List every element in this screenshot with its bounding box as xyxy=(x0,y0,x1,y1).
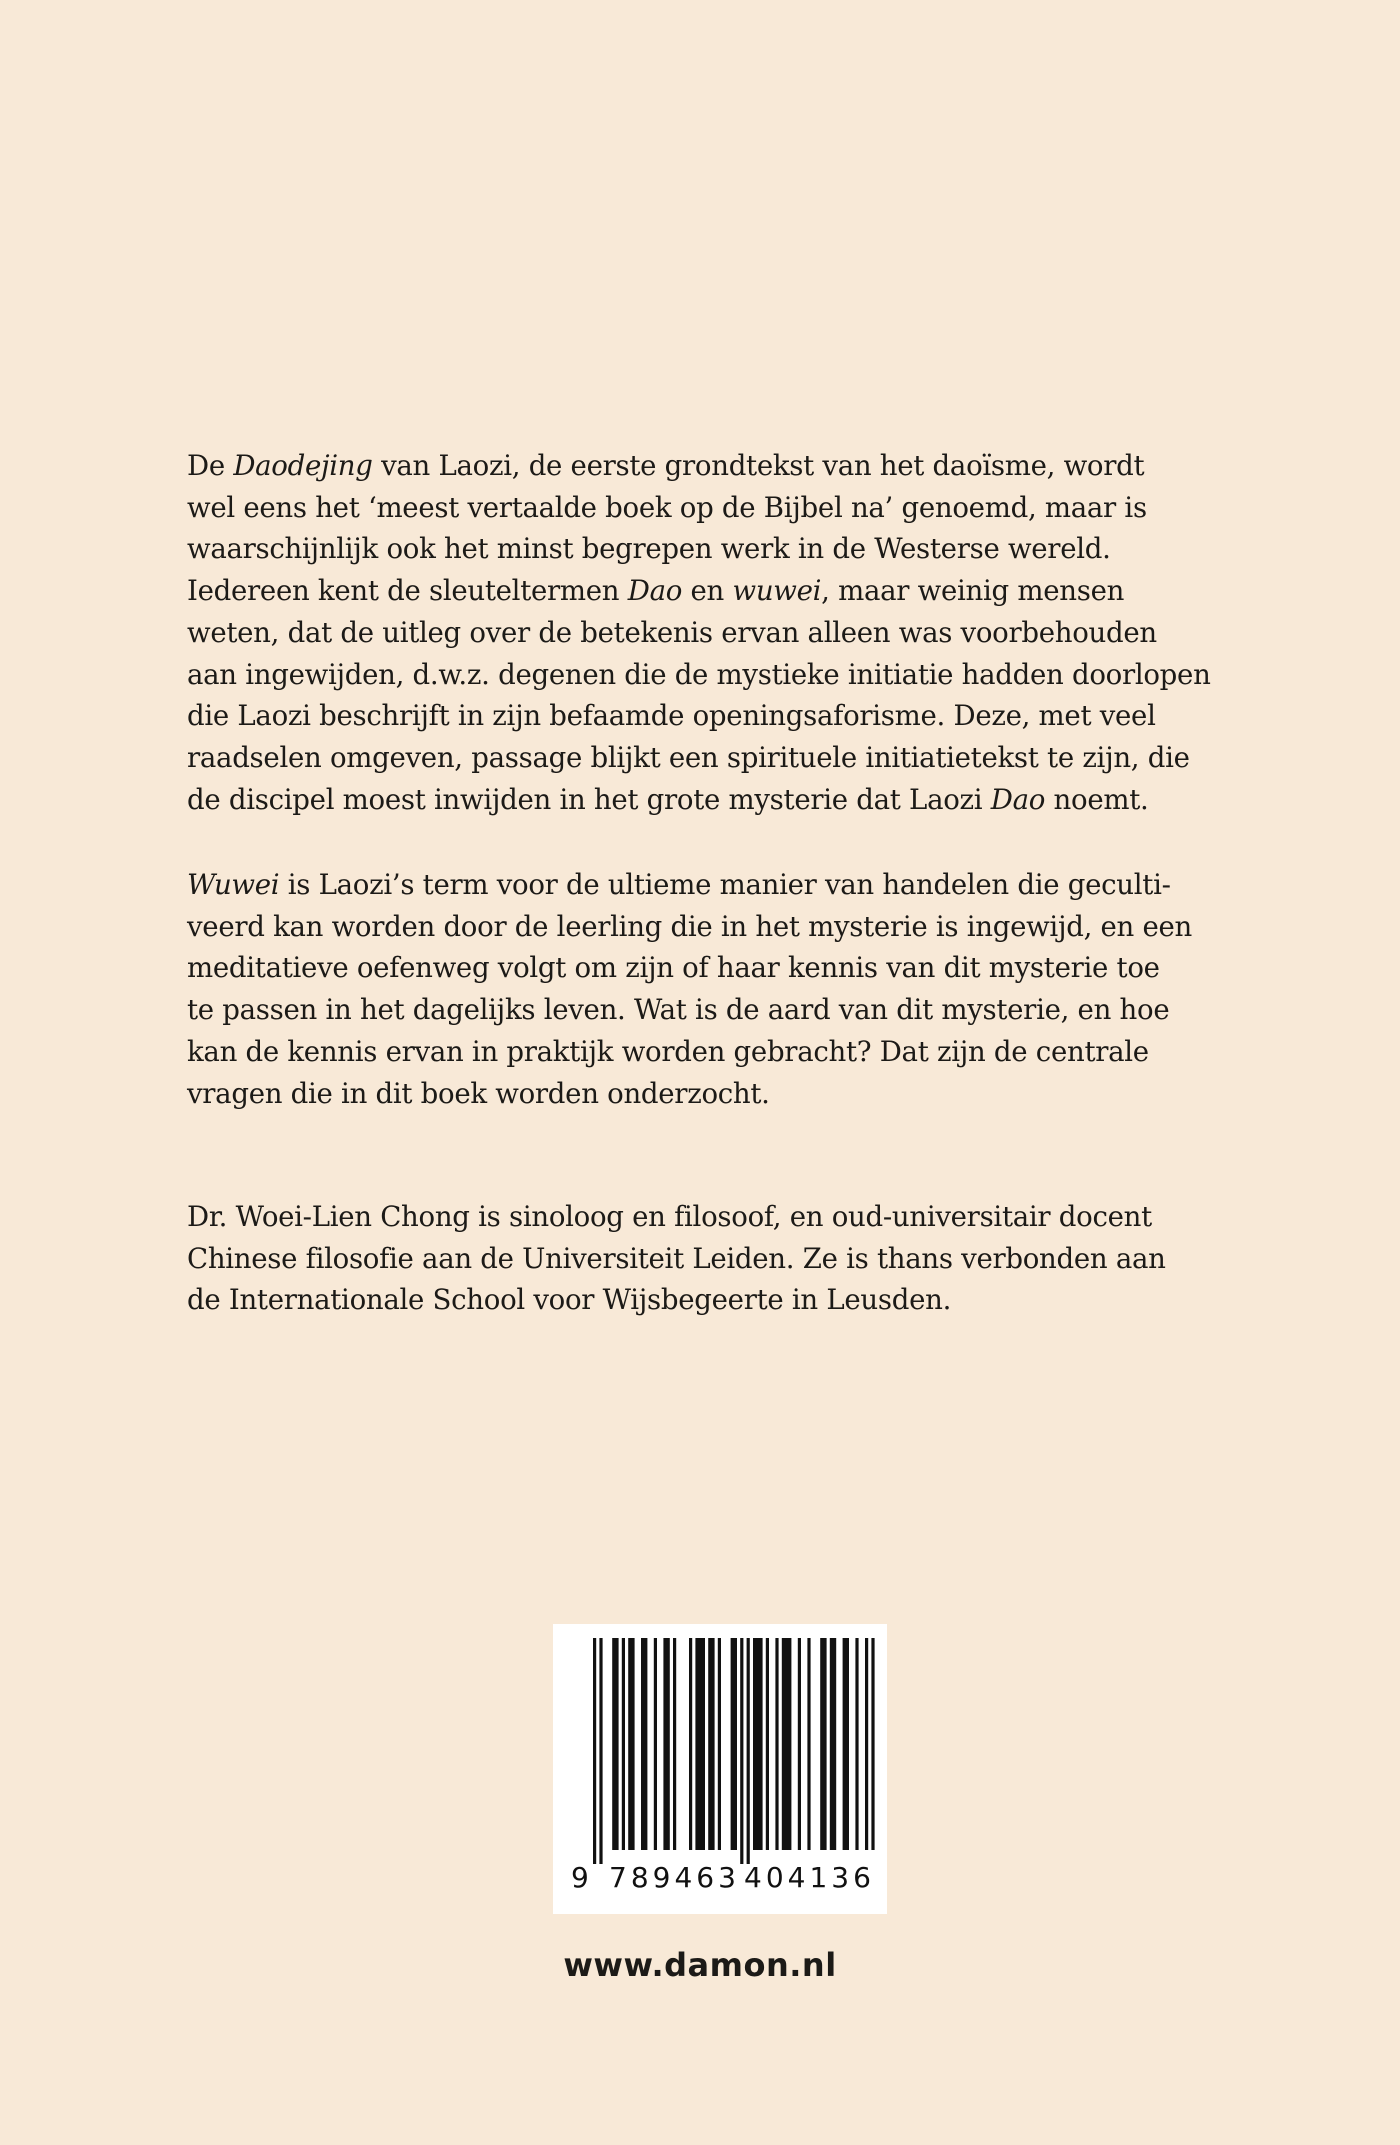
barcode-bar xyxy=(865,1638,868,1850)
barcode-bar xyxy=(641,1638,647,1850)
text-line: waarschijnlijk ook het minst begrepen werk in de Westerse wereld. xyxy=(187,532,1111,566)
text-line: De Daodejing van Laozi, de eerste grondtekst van het daoïsme, wordt xyxy=(187,449,1145,482)
text-line: aan ingewijden, d.w.z. degenen die de mystieke initiatie hadden doorlopen xyxy=(187,657,1211,691)
text-line: te passen in het dagelijks leven. Wat is de aard van dit mysterie, en hoe xyxy=(187,993,1170,1027)
italic-term: Wuwei xyxy=(187,868,280,901)
text-line: de discipel moest inwijden in het grote mysterie dat Laozi Dao noemt. xyxy=(187,782,1149,816)
italic-term: wuwei xyxy=(732,574,822,608)
barcode-bar xyxy=(599,1638,602,1864)
barcode-bar xyxy=(731,1638,737,1850)
barcode-bar xyxy=(775,1638,778,1850)
description-paragraph-2 xyxy=(187,864,1237,1114)
isbn-right-group: 404136 xyxy=(744,1861,875,1894)
isbn-number xyxy=(571,1859,876,1897)
barcode-bar xyxy=(830,1638,836,1850)
barcode-bar xyxy=(612,1638,618,1850)
text-line: raadselen omgeven, passage blijkt een spirituele initiatietekst te zijn, die xyxy=(187,740,1190,774)
text-line: wel eens het ‘meest vertaalde boek op de Bijbel na’ genoemd, maar is xyxy=(187,490,1147,524)
barcode-bar xyxy=(695,1638,705,1850)
isbn-barcode xyxy=(553,1624,887,1914)
description-paragraph-1 xyxy=(187,445,1237,820)
publisher-website: www.damon.nl xyxy=(563,1946,837,1984)
isbn-prefix-digit: 9 xyxy=(571,1861,589,1894)
barcode-bar xyxy=(855,1638,858,1850)
italic-term: Daodejing xyxy=(233,449,373,482)
barcode-bar xyxy=(871,1638,874,1850)
text-line: Dr. Woei-Lien Chong is sinoloog en filosoof, en oud-universitair docent xyxy=(187,1200,1152,1233)
text-line: die Laozi beschrijft in zijn befaamde openingsaforisme. Deze, met veel xyxy=(187,699,1156,733)
barcode-bar xyxy=(820,1638,826,1850)
barcode-bar xyxy=(807,1638,810,1850)
barcode-bar xyxy=(689,1638,692,1850)
text-line: Chinese filosofie aan de Universiteit Leiden. Ze is thans verbonden aan xyxy=(187,1241,1166,1275)
text-line: kan de kennis ervan in praktijk worden gebracht? Dat zijn de centrale xyxy=(187,1034,1149,1068)
text-line: weten, dat de uitleg over de betekenis ervan alleen was voorbehouden xyxy=(187,615,1157,649)
text-line: Wuwei is Laozi’s term voor de ultieme manier van handelen die geculti- xyxy=(187,868,1171,901)
barcode-bar xyxy=(593,1638,596,1864)
barcode-bar xyxy=(753,1638,763,1850)
text-line: Iedereen kent de sleuteltermen Dao en wuwei, maar weinig mensen xyxy=(187,574,1125,608)
barcode-bar xyxy=(782,1638,792,1850)
barcode-bar xyxy=(843,1638,849,1850)
text-line: veerd kan worden door de leerling die in het mysterie is ingewijd, en een xyxy=(187,909,1193,943)
text-line: de Internationale School voor Wijsbegeerte in Leusden. xyxy=(187,1283,952,1317)
isbn-left-group: 789463 xyxy=(609,1861,740,1894)
barcode-bar xyxy=(708,1638,714,1850)
author-bio xyxy=(187,1196,1237,1321)
barcode-bars xyxy=(553,1624,887,1864)
barcode-bar xyxy=(740,1638,743,1864)
barcode-bar xyxy=(798,1638,801,1850)
barcode-bar xyxy=(673,1638,676,1850)
barcode-bar xyxy=(622,1638,625,1850)
barcode-bar xyxy=(628,1638,634,1850)
text-line: vragen die in dit boek worden onderzocht. xyxy=(187,1076,770,1110)
barcode-bar xyxy=(663,1638,669,1850)
italic-term: Dao xyxy=(990,782,1046,816)
italic-term: Dao xyxy=(627,574,683,608)
barcode-bar xyxy=(766,1638,769,1850)
barcode-bar xyxy=(747,1638,750,1864)
barcode-bar xyxy=(718,1638,721,1850)
text-line: meditatieve oefenweg volgt om zijn of haar kennis van dit mysterie toe xyxy=(187,951,1160,985)
barcode-bar xyxy=(654,1638,657,1850)
